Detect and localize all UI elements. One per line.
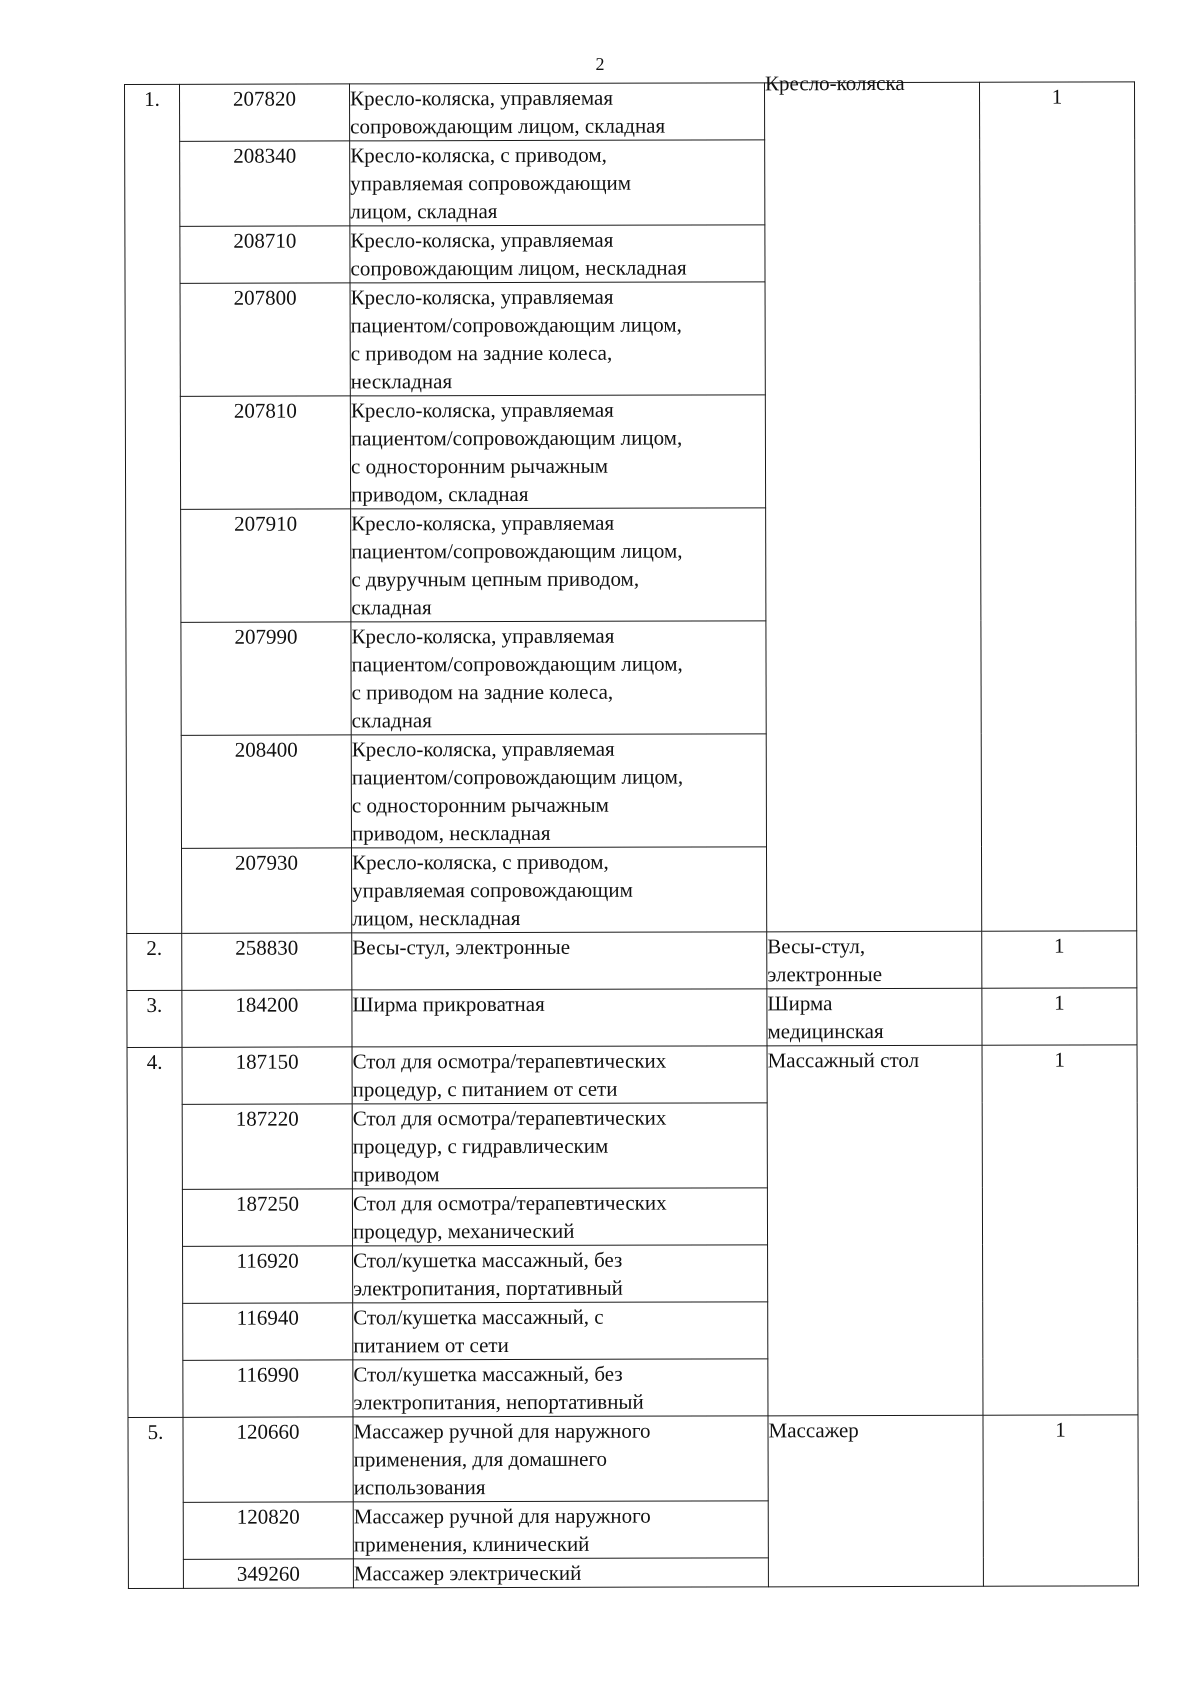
group-name-line: Весы-стул,	[767, 934, 866, 959]
item-code: 349260	[183, 1559, 353, 1588]
description-line: Стол для осмотра/терапевтических	[352, 1190, 667, 1216]
item-code: 208340	[180, 141, 350, 226]
quantity: 1	[982, 1045, 1138, 1415]
description-line: Кресло-коляска, управляемая	[351, 510, 615, 536]
row-number: 3.	[127, 990, 182, 1047]
description-line: Кресло-коляска, управляемая	[350, 85, 614, 111]
quantity: 1	[983, 1415, 1138, 1586]
item-code: 208710	[180, 226, 350, 283]
description-line: Кресло-коляска, управляемая	[350, 397, 614, 423]
description-line: приводом, нескладная	[351, 820, 551, 846]
description-line: Массажер ручной для наружного	[353, 1418, 651, 1444]
table-row	[128, 1415, 1138, 1503]
item-code: 187220	[182, 1104, 352, 1189]
equipment-table	[124, 70, 1139, 1589]
page-number: 2	[595, 54, 605, 74]
description-line: Стол/кушетка массажный, без	[353, 1247, 623, 1273]
item-code: 120660	[183, 1417, 353, 1502]
item-description	[353, 1359, 768, 1417]
description-line: пациентом/сопровождающим лицом,	[350, 312, 682, 338]
group-name-text	[767, 989, 981, 1046]
description-line: с односторонним рычажным	[350, 453, 609, 479]
item-description	[353, 1501, 768, 1559]
group-name-text	[767, 932, 981, 989]
table-row	[127, 931, 1137, 991]
group-name	[767, 988, 982, 1046]
description-line: Стол для осмотра/терапевтических	[352, 1105, 667, 1131]
description-line: Массажер ручной для наружного	[353, 1503, 651, 1529]
group-name-text	[768, 1046, 982, 1075]
description-line: лицом, складная	[350, 199, 498, 224]
item-description	[350, 395, 765, 509]
item-description	[352, 932, 767, 990]
item-description	[352, 1046, 767, 1104]
table-row	[127, 1045, 1137, 1105]
group-name	[768, 1415, 983, 1587]
description-line: процедур, механический	[352, 1218, 575, 1244]
group-name-line: Ширма	[767, 991, 833, 1016]
description-line: применения, для домашнего	[353, 1446, 608, 1472]
item-code: 120820	[183, 1502, 353, 1559]
description-line: Кресло-коляска, управляемая	[350, 284, 614, 310]
item-description	[350, 140, 765, 226]
description-line: Массажер электрический	[353, 1560, 582, 1586]
description-line: с приводом на задние колеса,	[351, 679, 614, 705]
row-number: 5.	[128, 1417, 183, 1588]
item-description	[353, 1558, 768, 1588]
description-line: пациентом/сопровождающим лицом,	[351, 538, 683, 564]
group-name	[764, 70, 981, 932]
description-line: управляемая сопровождающим	[350, 170, 632, 196]
item-description	[353, 1245, 768, 1303]
description-line: пациентом/сопровождающим лицом,	[351, 651, 683, 677]
description-line: применения, клинический	[353, 1531, 590, 1557]
description-line: электропитания, портативный	[353, 1275, 623, 1301]
item-code: 116990	[183, 1360, 353, 1417]
description-line: Кресло-коляска, с приводом,	[352, 849, 609, 875]
description-line: Кресло-коляска, управляемая	[350, 227, 614, 253]
row-number: 1.	[125, 84, 182, 933]
description-line: приводом, складная	[351, 481, 529, 507]
description-line: нескладная	[350, 369, 453, 394]
description-line: сопровождающим лицом, нескладная	[350, 255, 687, 281]
description-line: пациентом/сопровождающим лицом,	[351, 764, 684, 790]
description-line: Кресло-коляска, управляемая	[351, 623, 615, 649]
item-description	[353, 1302, 768, 1360]
item-code: 207930	[182, 848, 352, 933]
item-code: 207810	[180, 396, 350, 509]
description-line: Ширма прикроватная	[352, 991, 545, 1017]
item-description	[352, 1188, 767, 1246]
description-line: приводом	[352, 1162, 440, 1187]
row-number: 4.	[127, 1047, 183, 1417]
item-description	[352, 989, 767, 1047]
item-code: 116920	[183, 1246, 353, 1303]
quantity: 1	[979, 82, 1136, 931]
description-line: использования	[353, 1475, 486, 1500]
description-line: процедур, с гидравлическим	[352, 1133, 609, 1159]
description-line: Кресло-коляска, управляемая	[351, 736, 615, 762]
item-description	[350, 83, 765, 141]
item-description	[353, 1416, 768, 1502]
item-description	[351, 734, 766, 848]
group-name	[767, 1045, 983, 1416]
description-line: с односторонним рычажным	[351, 792, 609, 818]
table-row	[125, 82, 1135, 142]
group-name-line: медицинская	[767, 1019, 884, 1044]
item-code: 187250	[182, 1189, 352, 1246]
description-line: Стол для осмотра/терапевтических	[352, 1048, 667, 1074]
group-name	[767, 931, 982, 989]
item-code: 184200	[182, 990, 352, 1047]
group-name-line: Массажный стол	[767, 1047, 920, 1073]
table-row	[127, 988, 1137, 1048]
item-code: 258830	[182, 933, 352, 990]
description-line: лицом, нескладная	[352, 905, 521, 931]
item-description	[352, 847, 767, 933]
item-code: 207990	[181, 622, 351, 735]
item-description	[351, 621, 766, 735]
document-sheet	[124, 70, 1138, 1589]
description-line: пациентом/сопровождающим лицом,	[350, 425, 683, 451]
item-description	[352, 1103, 767, 1189]
item-code: 207910	[181, 509, 351, 622]
item-description	[350, 282, 765, 396]
item-code: 187150	[182, 1047, 352, 1104]
item-code: 207820	[180, 84, 350, 141]
description-line: процедур, с питанием от сети	[352, 1076, 618, 1102]
description-line: питанием от сети	[353, 1332, 509, 1358]
item-code: 116940	[183, 1303, 353, 1360]
group-name-line: электронные	[767, 962, 883, 987]
item-description	[351, 508, 766, 622]
row-number: 2.	[127, 933, 182, 990]
item-description	[350, 225, 765, 283]
quantity: 1	[982, 988, 1137, 1045]
quantity: 1	[982, 931, 1137, 988]
group-name-line: Массажер	[768, 1418, 859, 1443]
group-name-text	[765, 69, 979, 98]
description-line: управляемая сопровождающим	[352, 877, 633, 903]
group-name-text	[768, 1416, 982, 1445]
equipment-table-body	[125, 70, 1139, 1589]
description-line: с двуручным цепным приводом,	[351, 566, 640, 592]
item-code: 208400	[181, 735, 351, 848]
group-name-line: Кресло-коляска	[764, 70, 905, 96]
description-line: складная	[351, 595, 432, 620]
description-line: с приводом на задние колеса,	[350, 340, 613, 366]
description-line: Стол/кушетка массажный, без	[353, 1361, 623, 1387]
description-line: электропитания, непортативный	[353, 1389, 644, 1415]
description-line: Весы-стул, электронные	[352, 934, 571, 960]
description-line: Кресло-коляска, с приводом,	[350, 142, 607, 168]
description-line: сопровождающим лицом, складная	[350, 113, 666, 139]
description-line: складная	[351, 708, 432, 733]
item-code: 207800	[180, 283, 350, 396]
description-line: Стол/кушетка массажный, с	[353, 1304, 604, 1330]
